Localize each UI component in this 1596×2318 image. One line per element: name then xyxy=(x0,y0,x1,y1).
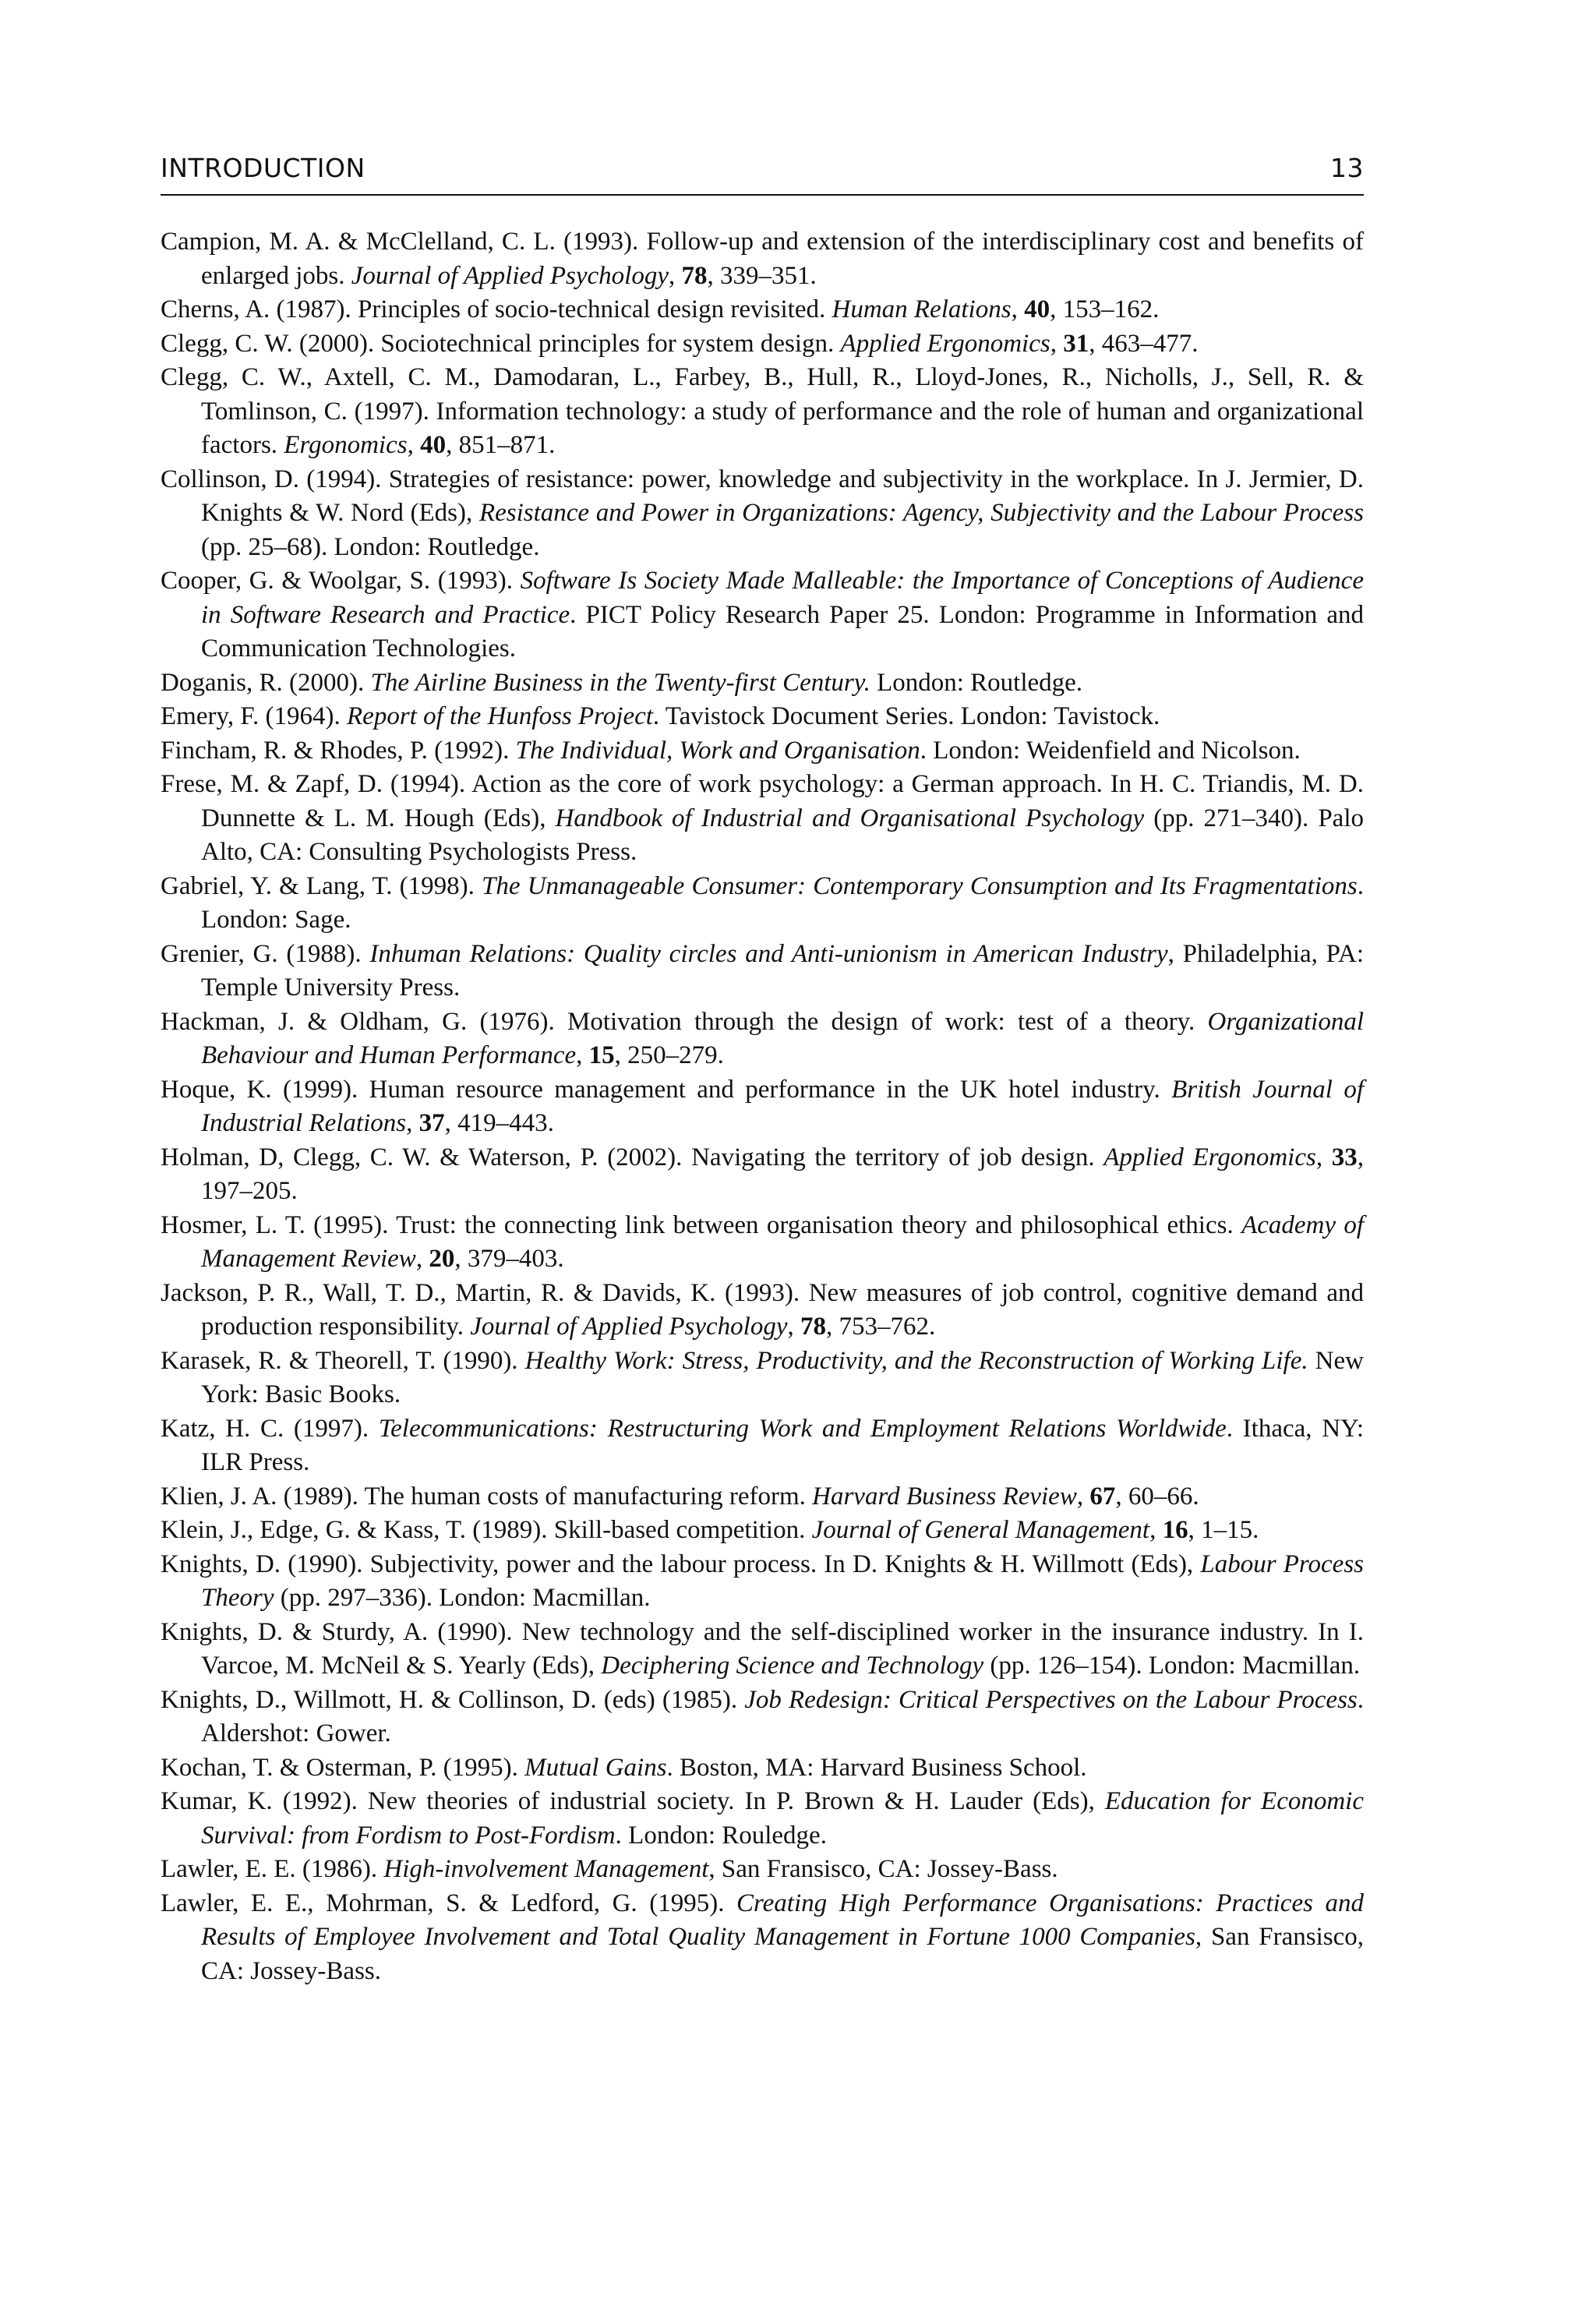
reference-entry xyxy=(161,1548,1364,1616)
reference-text: Doganis, R. (2000). xyxy=(161,668,371,697)
reference-volume: 37 xyxy=(418,1109,445,1137)
reference-title: Human Relations xyxy=(832,295,1012,323)
reference-text: , 197–205. xyxy=(201,1143,1364,1205)
reference-title: Journal of Applied Psychology xyxy=(470,1313,788,1341)
reference-text: Lawler, E. E., Mohrman, S. & Ledford, G. (1995). xyxy=(161,1889,737,1917)
reference-entry xyxy=(161,1684,1364,1751)
reference-text: , Philadelphia, PA: Temple University Press. xyxy=(201,939,1364,1002)
reference-text: . Ithaca, NY: ILR Press. xyxy=(201,1414,1364,1476)
reference-volume: 20 xyxy=(429,1245,455,1273)
reference-text: , xyxy=(415,1245,429,1273)
reference-entry xyxy=(161,1751,1364,1786)
reference-entry xyxy=(161,1480,1364,1514)
reference-title: The Airline Business in the Twenty-first Century. xyxy=(370,668,870,697)
reference-text: , xyxy=(1315,1143,1332,1171)
reference-entry xyxy=(161,666,1364,701)
reference-entry xyxy=(161,1887,1364,1989)
reference-volume: 15 xyxy=(588,1041,615,1069)
running-head xyxy=(161,153,1364,196)
reference-volume: 40 xyxy=(1024,295,1050,323)
reference-title: Handbook of Industrial and Organisational Psychology xyxy=(555,804,1145,832)
reference-text: . Tavistock Document Series. London: Tavistock. xyxy=(652,702,1160,730)
reference-entry xyxy=(161,564,1364,666)
reference-text: , xyxy=(1011,295,1025,323)
reference-text: , San Fransisco, CA: Jossey-Bass. xyxy=(201,1923,1364,1985)
reference-title: Mutual Gains xyxy=(524,1753,667,1782)
reference-entry xyxy=(161,938,1364,1005)
reference-text: Katz, H. C. (1997). xyxy=(161,1414,379,1443)
reference-title: The Unmanageable Consumer: Contemporary Consumption and Its Fragmentations xyxy=(482,871,1358,900)
reference-entry xyxy=(161,1853,1364,1887)
reference-text: , 379–403. xyxy=(454,1245,564,1273)
reference-title: Applied Ergonomics xyxy=(1103,1143,1316,1171)
reference-entry xyxy=(161,1412,1364,1480)
reference-text: Collinson, D. (1994). Strategies of resistance: power, knowledge and subjectivity in the workplace. In J. Jermier, D. Knights & W. Nord (Eds), xyxy=(161,465,1364,527)
reference-text: . Aldershot: Gower. xyxy=(201,1685,1365,1747)
reference-text: , xyxy=(406,1109,419,1137)
reference-text: Hackman, J. & Oldham, G. (1976). Motivation through the design of work: test of a theory. xyxy=(161,1007,1208,1036)
reference-title: Job Redesign: Critical Perspectives on the Labour Process xyxy=(744,1685,1358,1714)
reference-entry xyxy=(161,1073,1364,1141)
reference-entry xyxy=(161,1277,1364,1345)
reference-title: Deciphering Science and Technology xyxy=(601,1652,984,1680)
reference-title: Journal of General Management xyxy=(811,1516,1150,1544)
reference-text: , xyxy=(1050,329,1064,358)
reference-title: Creating High Performance Organisations: Practices and Results of Employee Involvement and Total Quality Management in Fortune 1000 Companies xyxy=(201,1889,1364,1951)
reference-volume: 67 xyxy=(1089,1482,1116,1511)
reference-text: , xyxy=(787,1313,800,1341)
reference-text: Knights, D., Willmott, H. & Collinson, D. (eds) (1985). xyxy=(161,1685,745,1714)
reference-text: Knights, D. & Sturdy, A. (1990). New technology and the self-disciplined worker in the insurance industry. In I. Varcoe, M. McNeil & S. Yearly (Eds), xyxy=(161,1617,1364,1680)
reference-text: , xyxy=(1076,1482,1090,1511)
reference-entry xyxy=(161,361,1364,463)
reference-text: New York: Basic Books. xyxy=(201,1346,1364,1408)
reference-text: Emery, F. (1964). xyxy=(161,702,348,730)
reference-text: , 753–762. xyxy=(825,1313,936,1341)
reference-text: , 250–279. xyxy=(614,1041,724,1069)
reference-volume: 40 xyxy=(420,431,447,459)
reference-title: Organizational Behaviour and Human Performance xyxy=(201,1007,1364,1069)
reference-text: Gabriel, Y. & Lang, T. (1998). xyxy=(161,871,482,900)
reference-text: Karasek, R. & Theorell, T. (1990). xyxy=(161,1346,525,1375)
page-number: 13 xyxy=(1330,153,1364,183)
reference-text: Clegg, C. W., Axtell, C. M., Damodaran, L., Farbey, B., Hull, R., Lloyd-Jones, R., Nicholls, J., Sell, R. & Tomlinson, C. (1997). Information technology: a study of performance and the role of human and organizational factors. xyxy=(161,363,1364,459)
reference-text: (pp. 297–336). London: Macmillan. xyxy=(274,1584,651,1612)
reference-text: Jackson, P. R., Wall, T. D., Martin, R. & Davids, K. (1993). New measures of job control, cognitive demand and production responsibility. xyxy=(161,1278,1364,1341)
reference-text: Cooper, G. & Woolgar, S. (1993). xyxy=(161,567,521,595)
reference-text: , 851–871. xyxy=(446,431,556,459)
reference-volume: 33 xyxy=(1331,1143,1358,1171)
reference-text: (pp. 271–340). Palo Alto, CA: Consulting Psychologists Press. xyxy=(201,804,1364,866)
reference-text: Klein, J., Edge, G. & Kass, T. (1989). Skill-based competition. xyxy=(161,1516,812,1544)
reference-title: High-involvement Management xyxy=(383,1855,709,1883)
reference-text: Frese, M. & Zapf, D. (1994). Action as the core of work psychology: a German approach. In H. C. Triandis, M. D. Dunnette & L. M. Hough (Eds), xyxy=(161,770,1364,832)
reference-text: (pp. 25–68). London: Routledge. xyxy=(201,532,540,561)
reference-text: Holman, D, Clegg, C. W. & Waterson, P. (2002). Navigating the territory of job design. xyxy=(161,1143,1104,1171)
reference-text: , 60–66. xyxy=(1115,1482,1199,1511)
reference-title: Academy of Management Review xyxy=(201,1210,1364,1273)
reference-text: . London: Weidenfield and Nicolson. xyxy=(920,736,1301,765)
reference-text: Hosmer, L. T. (1995). Trust: the connecting link between organisation theory and philosophical ethics. xyxy=(161,1210,1242,1239)
reference-title: The Individual, Work and Organisation xyxy=(515,736,920,765)
reference-entry xyxy=(161,734,1364,769)
reference-title: Report of the Hunfoss Project xyxy=(347,702,653,730)
reference-entry xyxy=(161,1209,1364,1277)
reference-text: Kumar, K. (1992). New theories of industrial society. In P. Brown & H. Lauder (Eds), xyxy=(161,1787,1105,1815)
reference-text: , 339–351. xyxy=(707,261,817,290)
reference-entry xyxy=(161,327,1364,362)
reference-text: Knights, D. (1990). Subjectivity, power and the labour process. In D. Knights & H. Willmott (Eds), xyxy=(161,1549,1201,1578)
reference-entry xyxy=(161,1785,1364,1853)
reference-text: , xyxy=(669,261,682,290)
reference-entry xyxy=(161,700,1364,734)
reference-entry xyxy=(161,1514,1364,1548)
reference-volume: 78 xyxy=(800,1313,826,1341)
reference-text: Lawler, E. E. (1986). xyxy=(161,1855,384,1883)
book-page xyxy=(161,153,1364,1988)
reference-text: Kochan, T. & Osterman, P. (1995). xyxy=(161,1753,525,1782)
reference-text: Klien, J. A. (1989). The human costs of manufacturing reform. xyxy=(161,1482,813,1511)
reference-text: , xyxy=(576,1041,589,1069)
reference-entry xyxy=(161,1616,1364,1684)
reference-title: Education for Economic Survival: from Fordism to Post-Fordism xyxy=(201,1787,1365,1850)
reference-text: , 463–477. xyxy=(1089,329,1199,358)
reference-list xyxy=(161,225,1364,1988)
reference-entry xyxy=(161,463,1364,565)
reference-volume: 78 xyxy=(681,261,708,290)
reference-text: Hoque, K. (1999). Human resource management and performance in the UK hotel industry. xyxy=(161,1075,1172,1104)
reference-title: Harvard Business Review xyxy=(812,1482,1077,1511)
reference-title: Resistance and Power in Organizations: Agency, Subjectivity and the Labour Process xyxy=(478,499,1365,527)
reference-entry xyxy=(161,768,1364,870)
reference-volume: 16 xyxy=(1162,1516,1188,1544)
reference-title: Ergonomics xyxy=(284,431,408,459)
reference-text: (pp. 126–154). London: Macmillan. xyxy=(983,1652,1361,1680)
reference-text: Campion, M. A. & McClelland, C. L. (1993). Follow-up and extension of the interdisciplinary cost and benefits of enlarged jobs. xyxy=(161,228,1364,290)
reference-volume: 31 xyxy=(1063,329,1089,358)
reference-text: , xyxy=(407,431,421,459)
reference-text: . London: Sage. xyxy=(201,871,1364,934)
reference-text: Grenier, G. (1988). xyxy=(161,939,370,968)
reference-entry xyxy=(161,1005,1364,1073)
reference-title: Healthy Work: Stress, Productivity, and the Reconstruction of Working Life. xyxy=(524,1346,1308,1375)
reference-title: Labour Process Theory xyxy=(201,1549,1365,1612)
reference-text: . PICT Policy Research Paper 25. London: Programme in Information and Communication Technologies. xyxy=(201,600,1364,663)
reference-title: Inhuman Relations: Quality circles and Anti-unionism in American Industry xyxy=(369,939,1168,968)
reference-title: British Journal of Industrial Relations xyxy=(201,1075,1364,1137)
reference-text: , xyxy=(1149,1516,1163,1544)
reference-text: , 419–443. xyxy=(444,1109,554,1137)
reference-entry xyxy=(161,225,1364,293)
reference-text: Cherns, A. (1987). Principles of socio-technical design revisited. xyxy=(161,295,832,323)
reference-text: . London: Rouledge. xyxy=(615,1821,827,1850)
section-title: INTRODUCTION xyxy=(161,153,365,183)
reference-entry xyxy=(161,1141,1364,1209)
reference-entry xyxy=(161,1345,1364,1412)
reference-title: Journal of Applied Psychology xyxy=(351,261,669,290)
reference-title: Telecommunications: Restructuring Work and Employment Relations Worldwide xyxy=(378,1414,1227,1443)
reference-entry xyxy=(161,870,1364,938)
reference-text: , 153–162. xyxy=(1050,295,1160,323)
reference-text: Clegg, C. W. (2000). Sociotechnical principles for system design. xyxy=(161,329,841,358)
reference-text: Fincham, R. & Rhodes, P. (1992). xyxy=(161,736,516,765)
reference-text: London: Routledge. xyxy=(870,668,1083,697)
reference-text: , San Fransisco, CA: Jossey-Bass. xyxy=(708,1855,1058,1883)
reference-text: , 1–15. xyxy=(1188,1516,1259,1544)
reference-text: . Boston, MA: Harvard Business School. xyxy=(666,1753,1087,1782)
reference-title: Software Is Society Made Malleable: the Importance of Conceptions of Audience in Software Research and Practice xyxy=(201,567,1364,629)
reference-entry xyxy=(161,293,1364,327)
reference-title: Applied Ergonomics xyxy=(840,329,1050,358)
